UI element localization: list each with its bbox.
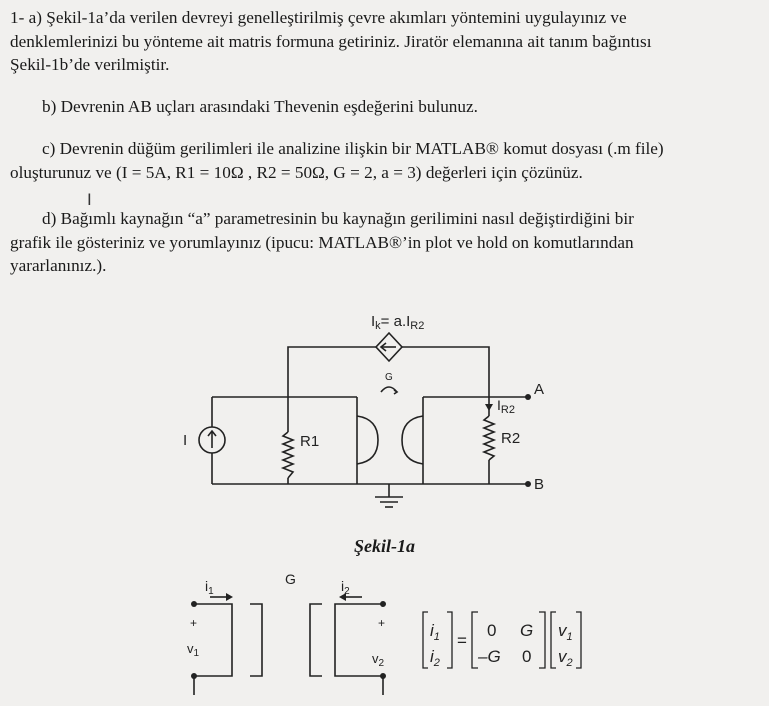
gyrator-label: G <box>385 372 393 383</box>
gyrator-bracket-left <box>250 604 262 676</box>
part-a-line-3: Şekil-1b’de verilmiştir. <box>10 55 170 74</box>
part-c-line-2: oluşturunuz ve (I = 5A, R1 = 10Ω , R2 = 50Ω, G = 2, a = 3) değerleri için çözünüz. <box>10 162 583 182</box>
matrix-m22: 0 <box>522 647 532 666</box>
current-source-icon <box>199 427 225 453</box>
matrix-lhs-i2: $i_2$ <box>430 647 440 669</box>
part-b-line: b) Devrenin AB uçları arasındaki Thevenin eşdeğerini bulunuz. <box>42 97 478 116</box>
matrix-m11: 0 <box>487 621 497 640</box>
gyrator-bracket-right <box>310 604 322 676</box>
source-label: I <box>183 432 188 449</box>
i1-label: $i_1$ <box>205 578 214 597</box>
figure-caption: Şekil-1a <box>354 536 415 556</box>
part-c-line-1: c) Devrenin düğüm gerilimleri ile analizine ilişkin bir MATLAB® komut dosyası (.m file) <box>42 139 664 158</box>
dependent-source-icon <box>376 333 402 361</box>
v1-label: $v_1$ <box>187 641 200 659</box>
matrix-equals: = <box>457 631 467 650</box>
matrix-rhs-v2: $v_2$ <box>558 647 573 669</box>
matrix-rhs-v1: $v_1$ <box>558 621 573 643</box>
v2-label: $v_2$ <box>372 651 385 669</box>
terminal-b-label: B <box>534 476 545 493</box>
matrix-m21: –G <box>478 647 501 666</box>
i2-label: $i_2$ <box>341 578 350 597</box>
terminal-a-dot <box>525 394 531 400</box>
part-d-line-3: yararlanınız.). <box>10 256 107 275</box>
terminal-b-dot <box>525 481 531 487</box>
terminal-a-label: A <box>534 381 545 398</box>
resistor-r1-icon <box>283 432 293 478</box>
part-a-line-2: denklemlerinizi bu yönteme ait matris formuna getiriniz. Jiratör elemanına ait tanım bağıntısı <box>10 31 652 51</box>
port1-wire <box>194 604 232 676</box>
gyrator-icon <box>357 387 423 464</box>
matrix-lhs-i1: $i_1$ <box>430 621 440 643</box>
g-label: G <box>285 571 296 587</box>
part-d-line-1: d) Bağımlı kaynağın “a” parametresinin bu kaynağın gerilimini nasıl değiştirdiğini bir <box>42 209 634 228</box>
r2-label: R2 <box>501 430 521 447</box>
v2-plus: + <box>378 616 386 630</box>
dependent-source-label: $I_k= a.I_{R2}$ <box>371 313 425 332</box>
part-a-line-1: 1- a) Şekil-1a’da verilen devreyi genelleştirilmiş çevre akımları yöntemini uygulayınız ve <box>10 8 627 27</box>
r1-label: R1 <box>300 433 320 450</box>
text-cursor-icon: I <box>87 190 92 209</box>
v1-plus: + <box>190 616 198 630</box>
gyrator-definition-figure <box>194 597 386 695</box>
current-arrow-icon <box>485 404 493 411</box>
ground-icon <box>375 497 403 507</box>
part-d-line-2: grafik ile gösteriniz ve yorumlayınız (ipucu: MATLAB®’in plot ve hold on komutlarından <box>10 232 634 252</box>
resistor-r2-icon <box>484 416 494 460</box>
ir2-label: $I_{R2}$ <box>497 397 515 416</box>
matrix-m12: G <box>520 621 534 640</box>
